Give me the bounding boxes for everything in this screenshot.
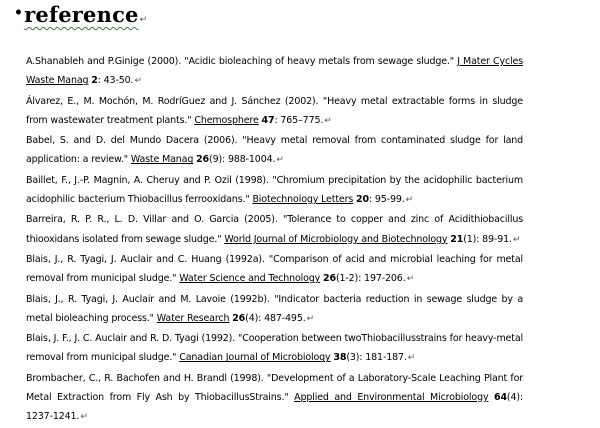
reference-text: Álvarez, E., M. Mochón, M. RodríGuez and J. Sánchez (2002). "Heavy metal extractable forms in sludge from wastewater treatment plants." [26,95,523,126]
heading-bullet: • [14,5,24,21]
volume: 21 [450,233,464,245]
reference-entry[interactable] [26,369,523,428]
paragraph-mark-icon: ↵ [306,313,314,324]
reference-entry[interactable] [26,92,523,132]
journal-name: World Journal of Microbiology and Biotechnology [224,233,448,245]
journal-name: Waste Manag [130,154,194,166]
reference-text: Babel, S. and D. del Mundo Dacera (2006). "Heavy metal removal from contaminated sludge for land application: a review." [26,135,523,166]
journal-name: J Mater Cycles Waste Manag [26,56,523,87]
volume: 26 [323,273,336,285]
issue: (9) [209,154,223,166]
pages: : 95-99. [368,194,405,206]
pages: : 89-91. [476,233,512,245]
reference-text: Blais, J., R. Tyagi, J. Auclair and M. Lavoie (1992b). "Indicator bacteria reduction in sewage sludge by a metal bioleaching process." [26,293,523,324]
volume: 26 [196,154,210,166]
pages: : 181-187. [359,352,407,364]
pages: : 765–775. [274,114,324,126]
volume: 47 [261,114,275,126]
issue: (4) [506,392,520,404]
issue: (3) [346,352,360,364]
paragraph-mark-icon: ↵ [512,234,521,245]
reference-text: A.Shanableh and P.Ginige (2000). "Acidic bioleaching of heavy metals from sewage sludge." [26,56,458,67]
volume: 26 [232,312,246,324]
reference-entry[interactable] [26,171,523,211]
volume: 20 [356,194,369,206]
issue: (4) [245,312,259,324]
reference-text: Baillet, F., J.-P. Magnin, A. Cheruy and P. Ozil (1998). "Chromium precipitation by the acidophilic bacterium acidophilic bacterium Thiobacillus ferrooxidans." [26,174,523,206]
paragraph-mark-icon: ↵ [407,353,416,364]
pages: : 43-50. [97,75,134,87]
journal-name: Water Science and Technology [179,273,321,285]
pages: : 1237-1241. [26,392,523,423]
journal-name: Water Research [156,312,230,324]
issue: (1) [463,233,477,245]
reference-text: Barreira, R. P. R., L. D. Villar and O. Garcia (2005). "Tolerance to copper and zinc of Acidithiobacillus thiooxidans isolated from sewage sludge." [26,214,523,245]
paragraph-mark-icon: ↵ [276,155,284,166]
reference-list [26,52,523,428]
reference-entry[interactable] [26,250,523,290]
pages: : 487-495. [258,312,306,324]
paragraph-mark-icon: ↵ [139,15,148,25]
volume: 38 [333,352,347,364]
section-heading [14,2,147,27]
issue: (1-2) [335,273,359,285]
journal-name: Chemosphere [194,114,259,126]
reference-text: Blais, J. F., J. C. Auclair and R. D. Tyagi (1992). "Cooperation between twoThiobacillusstrains for heavy-metal removal from municipal sludge." [26,333,523,364]
pages: : 197-206. [358,273,406,285]
volume: 2 [91,75,98,87]
journal-name: Canadian Journal of Microbiology [179,352,331,364]
paragraph-mark-icon: ↵ [406,274,414,285]
reference-entry[interactable] [26,210,523,250]
reference-entry[interactable] [26,52,523,92]
paragraph-mark-icon: ↵ [80,412,88,423]
paragraph-mark-icon: ↵ [324,115,332,126]
volume: 64 [493,392,507,404]
paragraph-mark-icon: ↵ [405,195,414,206]
reference-text: Brombacher, C., R. Bachofen and H. Brandl (1998). "Development of a Laboratory-Scale Leaching Plant for Metal Extraction from Fly Ash by ThiobacillusStrains." [26,372,523,404]
paragraph-mark-icon: ↵ [134,76,142,87]
reference-entry[interactable] [26,329,523,369]
pages: : 988-1004. [222,154,276,166]
reference-entry[interactable] [26,290,523,330]
journal-name: Applied and Environmental Microbiology [294,392,489,404]
heading-text[interactable]: reference [24,2,139,27]
journal-name: Biotechnology Letters [252,194,354,206]
reference-text: Blais, J., R. Tyagi, J. Auclair and C. Huang (1992a). "Comparison of acid and microbial leaching for metal removal from municipal sludge." [26,253,523,285]
reference-entry[interactable] [26,131,523,171]
